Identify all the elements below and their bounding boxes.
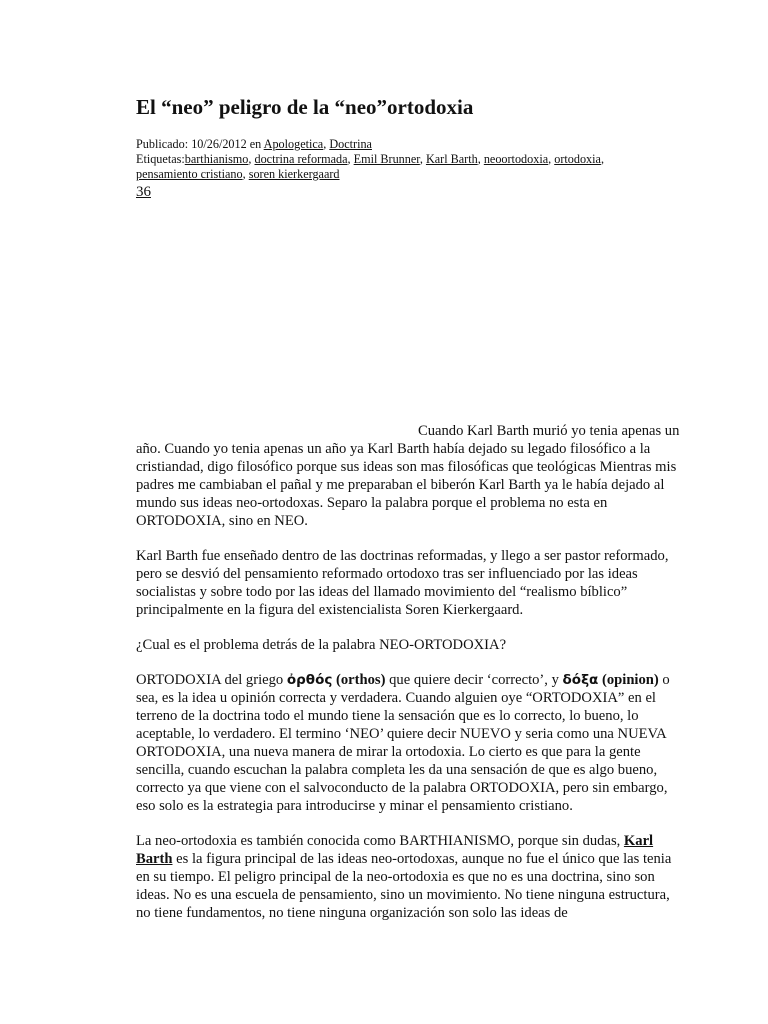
category-link-doctrina[interactable]: Doctrina [329,137,372,151]
tag-link[interactable]: ortodoxia [554,152,601,166]
published-in: en [246,137,264,151]
paragraph-text: es la figura principal de las ideas neo-ortodoxas, aunque no fue el único que las tenia en su tiempo. El peligro principal de la neo-ortodoxia es que no es una doctrina, sino son ideas. No es una escuela de pensamiento, sino un movimiento. No tiene ninguna estructura, no tiene fundamentos, no tiene ninguna organización son solo las ideas de [136,851,672,921]
published-label: Publicado: [136,137,192,151]
tag-link[interactable]: Karl Barth [425,152,478,166]
paragraph-text: Cuando Karl Barth murió yo tenia apenas un año. Cuando yo tenia apenas un año ya Karl Barth había dejado su legado filosófico a la cristiandad, digo filosófico porque sus ideas son mas filosóficas que teológicas Mientras mis padres me cambiaban el pañal y me preparaban el biberón Karl Barth ya le había dejado al mundo sus ideas neo-ortodoxas. Separo la palabra porque el problema no esta en ORTODOXIA, sino en NEO. [136,423,680,529]
greek-term-orthos: ὀρθός [286,672,333,688]
tag-link[interactable]: soren kierkergaard [248,167,340,181]
term-opinion: (opinion) [598,672,659,688]
tag-link[interactable]: pensamiento cristiano [136,167,243,181]
comment-count-link[interactable]: 36 [136,184,151,200]
term-orthos: (orthos) [332,672,386,688]
greek-term-doxa: δόξα [562,672,599,688]
paragraph: Karl Barth fue enseñado dentro de las doctrinas reformadas, y llego a ser pastor reformado, pero se desvió del pensamiento reformado ortodoxo tras ser influenciado por las ideas socialistas y sobre todo por las ideas del llamado movimiento del “realismo bíblico” principalmente en la figura del existencialista Soren Kierkergaard. [136,548,669,618]
tags-label: Etiquetas: [136,152,185,166]
karl-barth-link[interactable]: Karl Barth [136,833,654,867]
category-link-apologetica[interactable]: Apologetica [263,137,324,151]
published-date: 10/26/2012 [191,137,247,151]
paragraph [136,671,684,815]
article-meta: Publicado: 10/26/2012 en Apologetica, Doctrina Etiquetas:barthianismo, doctrina reformada, Emil Brunner, Karl Barth, neoortodoxia, ortodoxia, pensamiento cristiano, soren kierkergaard [136,137,604,181]
tag-link[interactable]: neoortodoxia [483,152,549,166]
article-body [136,422,684,939]
paragraph [136,832,684,922]
tag-link[interactable]: Emil Brunner [353,152,420,166]
tag-link[interactable]: doctrina reformada [254,152,348,166]
article-title: El “neo” peligro de la “neo”ortodoxia [136,95,474,119]
tag-link[interactable]: barthianismo [184,152,249,166]
paragraph: ¿Cual es el problema detrás de la palabra NEO-ORTODOXIA? [136,637,507,653]
paragraph-text: ORTODOXIA del griego [136,672,287,688]
paragraph [136,422,684,530]
paragraph-text: o sea, es la idea u opinión correcta y verdadera. Cuando alguien oye “ORTODOXIA” en el terreno de la doctrina todo el mundo tiene la sensación que es lo correcto, lo bueno, lo aceptable, lo verdadero. El termino ‘NEO’ quiere decir NUEVO y seria como una NUEVA ORTODOXIA, una nueva manera de mirar la ortodoxia. Lo cierto es que para la gente sencilla, cuando escuchan la palabra completa les da una sensación de que es algo bueno, correcto ya que viene con el salvoconducto de la palabra ORTODOXIA, pero sin embargo, eso solo es la estrategia para introducirse y minar el pensamiento cristiano. [136,672,670,814]
paragraph-text: que quiere decir ‘correcto’, y [385,672,563,688]
paragraph-text: La neo-ortodoxia es también conocida como BARTHIANISMO, porque sin dudas, [136,833,624,849]
